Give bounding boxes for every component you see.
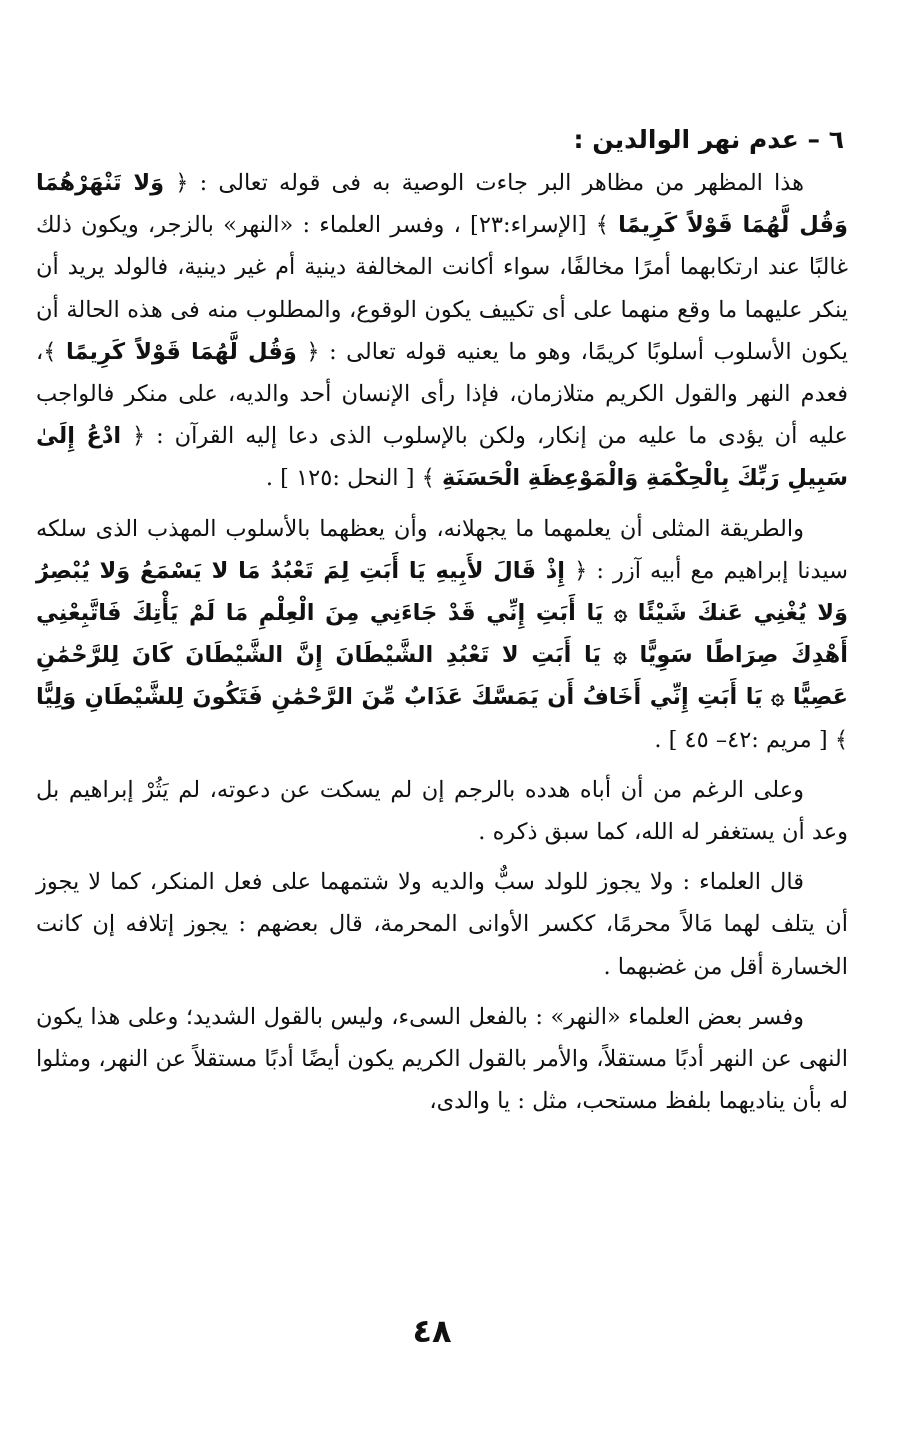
paragraph-text: ﴾ [الإسراء:٢٣] ، وفسر العلماء : «النهر» بالزجر، ويكون ذلك غالبًا عند ارتكابهما أمرًا مخالفًا، سواء أكانت المخالفة دينية أم غير دينية، فالولد يريد أن ينكر عليهما ما وقع منهما على أى تكييف يكون الوقوع، والمطلوب منه فى هذه الحالة أن يكون الأسلوب أسلوبًا كريمًا، وهو ما يعنيه قوله تعالى : ﴿ [36, 212, 849, 365]
paragraph-text: ﴾ [ النحل :١٢٥ ] . [265, 465, 442, 492]
paragraph-text: ﴾ [ مريم :٤٢– ٤٥ ] . [654, 726, 848, 753]
quran-verse: وَقُل لَّهُمَا قَوْلاً كَرِيمًا [65, 338, 297, 365]
paragraph-text: هذا المظهر من مظاهر البر جاءت الوصية به فى قوله تعالى : ﴿ [164, 170, 804, 196]
page-body [36, 118, 848, 1122]
paragraph [36, 996, 848, 1123]
quran-verse: وَلا تَنْهَرْهُمَا وَقُل لَّهُمَا قَوْلاً كَرِيمًا [36, 170, 848, 239]
paragraph-text: والطريقة المثلى أن يعلمهما ما يجهلانه، وأن يعظهما بالأسلوب المهذب الذى سلكه سيدنا إبراهيم مع أبيه آزر : ﴿ [36, 515, 848, 584]
paragraph [36, 508, 848, 761]
quran-verse: ادْعُ إِلَىٰ سَبِيلِ رَبِّكَ بِالْحِكْمَةِ وَالْمَوْعِظَةِ الْحَسَنَةِ [36, 423, 848, 492]
quran-verse: إِذْ قَالَ لأَبِيهِ يَا أَبَتِ لِمَ تَعْبُدُ مَا لا يَسْمَعُ وَلا يُبْصِرُ وَلا يُغْنِي عَنكَ شَيْئًا ۞ يَا أَبَتِ إِنِّي قَدْ جَاءَنِي مِنَ الْعِلْمِ مَا لَمْ يَأْتِكَ فَاتَّبِعْنِي أَهْدِكَ صِرَاطًا سَوِيًّا ۞ يَا أَبَتِ لا تَعْبُدِ الشَّيْطَانَ إِنَّ الشَّيْطَانَ كَانَ لِلرَّحْمَٰنِ عَصِيًّا ۞ يَا أَبَتِ إِنِّي أَخَافُ أَن يَمَسَّكَ عَذَابٌ مِّنَ الرَّحْمَٰنِ فَتَكُونَ لِلشَّيْطَانِ وَلِيًّا [36, 557, 848, 711]
paragraph [36, 769, 848, 853]
paragraph-text: وفسر بعض العلماء «النهر» : بالفعل السىء، وليس بالقول الشديد؛ وعلى هذا يكون النهى عن النهر أدبًا مستقلاً، والأمر بالقول الكريم يكون أيضًا أدبًا مستقلاً عن النهر، ومثلوا له بأن يناديهما بلفظ مستحب، مثل : يا والدى، [36, 1003, 848, 1115]
paragraph [36, 861, 848, 988]
paragraph-text: قال العلماء : ولا يجوز للولد سبٌّ والديه ولا شتمهما على فعل المنكر، كما لا يجوز أن يتلف لهما مَالاً محرمًا، ككسر الأوانى المحرمة، قال بعضهم : يجوز إتلافه إن كانت الخسارة أقل من غضبهما . [36, 869, 848, 980]
paragraph-text: ﴾، فعدم النهر والقول الكريم متلازمان، فإذا رأى الإنسان أحد والديه، على منكر فالواجب عليه أن يؤدى ما عليه من إنكار، ولكن بالإسلوب الذى دعا إليه القرآن : ﴿ [36, 338, 848, 450]
paragraphs-container [36, 162, 848, 1122]
page-number: ٤٨ [412, 1312, 452, 1350]
paragraph-text: وعلى الرغم من أن أباه هدده بالرجم إن لم يسكت عن دعوته، لم يَثُرْ إبراهيم بل وعد أن يستغفر له الله، كما سبق ذكره . [36, 776, 848, 846]
paragraph [36, 162, 848, 500]
section-heading: ٦ – عدم نهر الوالدين : [573, 125, 844, 154]
